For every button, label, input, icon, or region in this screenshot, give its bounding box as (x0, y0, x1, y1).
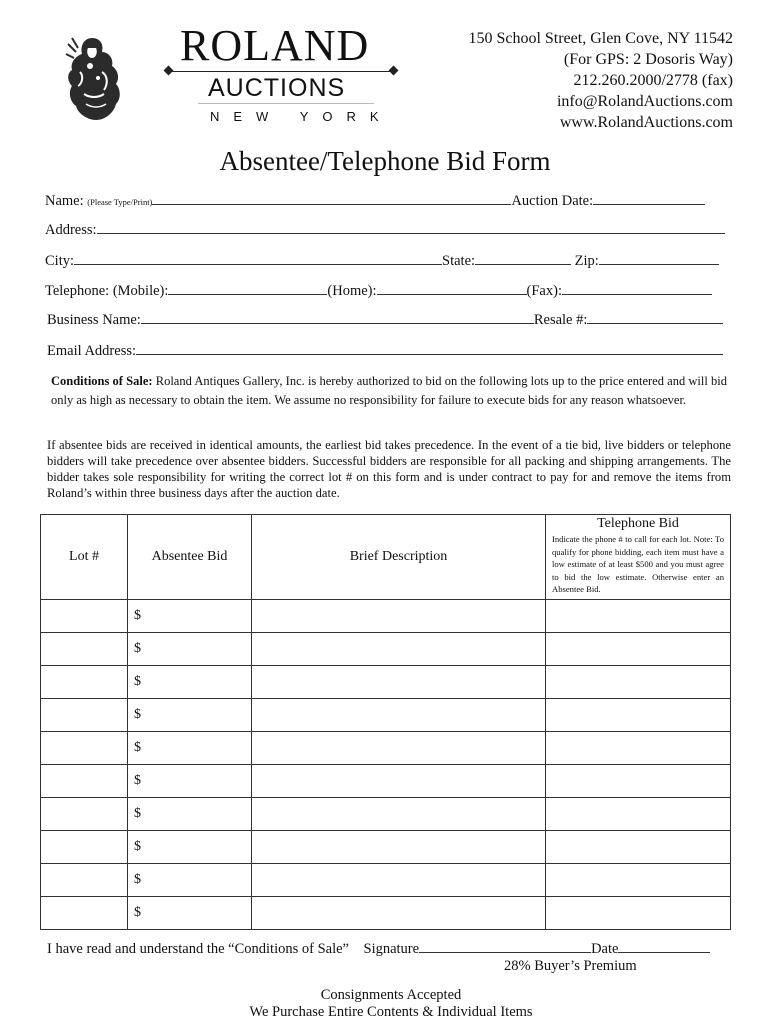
lot-cell[interactable] (41, 665, 128, 698)
absentee-bid-cell[interactable] (128, 863, 252, 896)
telephone-bid-cell[interactable] (546, 632, 731, 665)
auction-logo-figure (62, 32, 126, 124)
acknowledgement-row (47, 939, 710, 958)
purchase-statement: We Purchase Entire Contents & Individual Items (249, 1004, 533, 1020)
telephone-bid-cell[interactable] (546, 665, 731, 698)
lot-cell[interactable] (41, 797, 128, 830)
description-cell[interactable] (252, 632, 546, 665)
brand-diamond-left (164, 66, 174, 76)
telephone-mobile-field[interactable] (168, 281, 327, 295)
absentee-bid-cell[interactable] (128, 896, 252, 929)
conditions-text: Roland Antiques Gallery, Inc. is hereby authorized to bid on the following lots up to the price entered and will bid only as high as necessary to obtain the item. We assume no responsibility for failure to execute bids for any reason whatsoever. (51, 374, 728, 407)
email-label: Email Address: (47, 343, 137, 359)
telephone-bid-title: Telephone Bid (597, 516, 679, 531)
address-line-gps: (For GPS: 2 Dosoris Way) (563, 51, 733, 68)
currency-symbol: $ (134, 772, 141, 788)
city-label: City: (45, 253, 75, 269)
description-cell[interactable] (252, 830, 546, 863)
currency-symbol: $ (134, 904, 141, 920)
signature-label: Signature (363, 941, 420, 957)
zip-field[interactable] (599, 251, 719, 265)
acknowledgement-text: I have read and understand the “Conditions of Sale” (47, 941, 349, 957)
table-row (41, 764, 731, 797)
description-cell[interactable] (252, 764, 546, 797)
zip-label: Zip: (574, 253, 599, 269)
telephone-bid-note: Indicate the phone # to call for each lot. Note: To qualify for phone bidding, each item must have a low estimate of at least $500 and you must agree to bid the low estimate. Otherwise enter an Absentee Bid. (552, 534, 724, 594)
address-field[interactable] (97, 220, 725, 234)
telephone-mobile-label: Telephone: (Mobile): (45, 283, 169, 299)
absentee-bid-cell[interactable] (128, 665, 252, 698)
absentee-bid-cell[interactable] (128, 764, 252, 797)
brand-divider (168, 71, 396, 72)
absentee-bid-cell[interactable] (128, 797, 252, 830)
lot-cell[interactable] (41, 632, 128, 665)
city-field[interactable] (74, 251, 442, 265)
telephone-bid-header (546, 515, 731, 600)
brand-divider-lower (198, 103, 374, 104)
table-row (41, 797, 731, 830)
currency-symbol: $ (134, 673, 141, 689)
description-cell[interactable] (252, 863, 546, 896)
name-field[interactable] (152, 191, 511, 205)
brand-subtitle: AUCTIONS (208, 74, 346, 102)
name-label: Name: (45, 193, 84, 209)
lot-cell[interactable] (41, 764, 128, 797)
buyers-premium: 28% Buyer’s Premium (504, 958, 637, 974)
table-row (41, 632, 731, 665)
name-row (45, 191, 705, 211)
telephone-home-label: (Home): (327, 283, 377, 299)
absentee-bid-cell[interactable] (128, 632, 252, 665)
form-title: Absentee/Telephone Bid Form (219, 146, 551, 176)
state-field[interactable] (475, 251, 571, 265)
absentee-bid-cell[interactable] (128, 830, 252, 863)
city-row (45, 251, 719, 270)
telephone-row (45, 281, 712, 300)
auction-date-label: Auction Date: (511, 193, 594, 209)
telephone-home-field[interactable] (377, 281, 527, 295)
telephone-bid-cell[interactable] (546, 863, 731, 896)
state-label: State: (442, 253, 476, 269)
resale-field[interactable] (587, 310, 723, 324)
description-cell[interactable] (252, 599, 546, 632)
brand-diamond-right (389, 66, 399, 76)
lot-cell[interactable] (41, 830, 128, 863)
lot-cell[interactable] (41, 896, 128, 929)
telephone-bid-cell[interactable] (546, 731, 731, 764)
email-row (47, 341, 723, 360)
address-line-website: www.RolandAuctions.com (559, 114, 733, 131)
consignments-accepted: Consignments Accepted (320, 987, 462, 1003)
telephone-bid-cell[interactable] (546, 764, 731, 797)
table-row (41, 698, 731, 731)
table-row (41, 731, 731, 764)
business-row (47, 310, 723, 329)
table-row (41, 863, 731, 896)
currency-symbol: $ (134, 871, 141, 887)
bid-table-header (41, 515, 731, 600)
description-cell[interactable] (252, 665, 546, 698)
table-row (41, 830, 731, 863)
description-cell[interactable] (252, 698, 546, 731)
business-name-field[interactable] (141, 310, 534, 324)
currency-symbol: $ (134, 805, 141, 821)
fax-field[interactable] (562, 281, 712, 295)
table-row (41, 896, 731, 929)
telephone-bid-cell[interactable] (546, 599, 731, 632)
description-cell[interactable] (252, 731, 546, 764)
lot-cell[interactable] (41, 863, 128, 896)
address-line-phone: 212.260.2000/2778 (fax) (573, 72, 733, 89)
telephone-bid-cell[interactable] (546, 830, 731, 863)
absentee-bid-cell[interactable] (128, 599, 252, 632)
contact-address-block (468, 28, 733, 133)
lot-cell[interactable] (41, 698, 128, 731)
table-row (41, 599, 731, 632)
currency-symbol: $ (134, 838, 141, 854)
currency-symbol: $ (134, 640, 141, 656)
name-hint: (Please Type/Print) (87, 197, 153, 207)
lot-cell[interactable] (41, 731, 128, 764)
address-line-street: 150 School Street, Glen Cove, NY 11542 (468, 30, 733, 47)
address-row (45, 220, 725, 239)
currency-symbol: $ (134, 739, 141, 755)
telephone-bid-cell[interactable] (546, 896, 731, 929)
description-header: Brief Description (252, 515, 546, 600)
brand-name: ROLAND (180, 21, 370, 70)
telephone-bid-cell[interactable] (546, 797, 731, 830)
date-field[interactable] (618, 939, 710, 953)
address-line-email: info@RolandAuctions.com (556, 93, 733, 110)
resale-label: Resale #: (533, 312, 588, 328)
telephone-bid-cell[interactable] (546, 698, 731, 731)
absentee-bid-cell[interactable] (128, 731, 252, 764)
conditions-heading: Conditions of Sale: (51, 374, 153, 388)
absentee-bid-header: Absentee Bid (128, 515, 252, 600)
description-cell[interactable] (252, 896, 546, 929)
bidding-rules-paragraph: If absentee bids are received in identical amounts, the earliest bid takes precedence. In the event of a tie bid, live bidders or telephone bidders will take precedence over absentee bidders. Successful bidders are responsible for all packing and shipping arrangements. The bidder takes sole responsibility for writing the correct lot # on this form and is under contract to pay for and remove the items from Roland’s within three business days after the auction date. (47, 438, 731, 500)
description-cell[interactable] (252, 797, 546, 830)
brand-city: NEW YORK (210, 109, 393, 124)
auction-date-field[interactable] (593, 191, 705, 205)
currency-symbol: $ (134, 706, 141, 722)
lot-header: Lot # (41, 515, 128, 600)
signature-field[interactable] (419, 939, 591, 953)
lot-cell[interactable] (41, 599, 128, 632)
bid-table (40, 514, 731, 930)
email-field[interactable] (136, 341, 723, 355)
absentee-bid-cell[interactable] (128, 698, 252, 731)
table-row (41, 665, 731, 698)
address-label: Address: (45, 222, 97, 238)
conditions-paragraph (51, 372, 727, 409)
business-name-label: Business Name: (47, 312, 141, 328)
fax-label: (Fax): (526, 283, 562, 299)
currency-symbol: $ (134, 607, 141, 623)
date-label: Date (591, 941, 619, 957)
